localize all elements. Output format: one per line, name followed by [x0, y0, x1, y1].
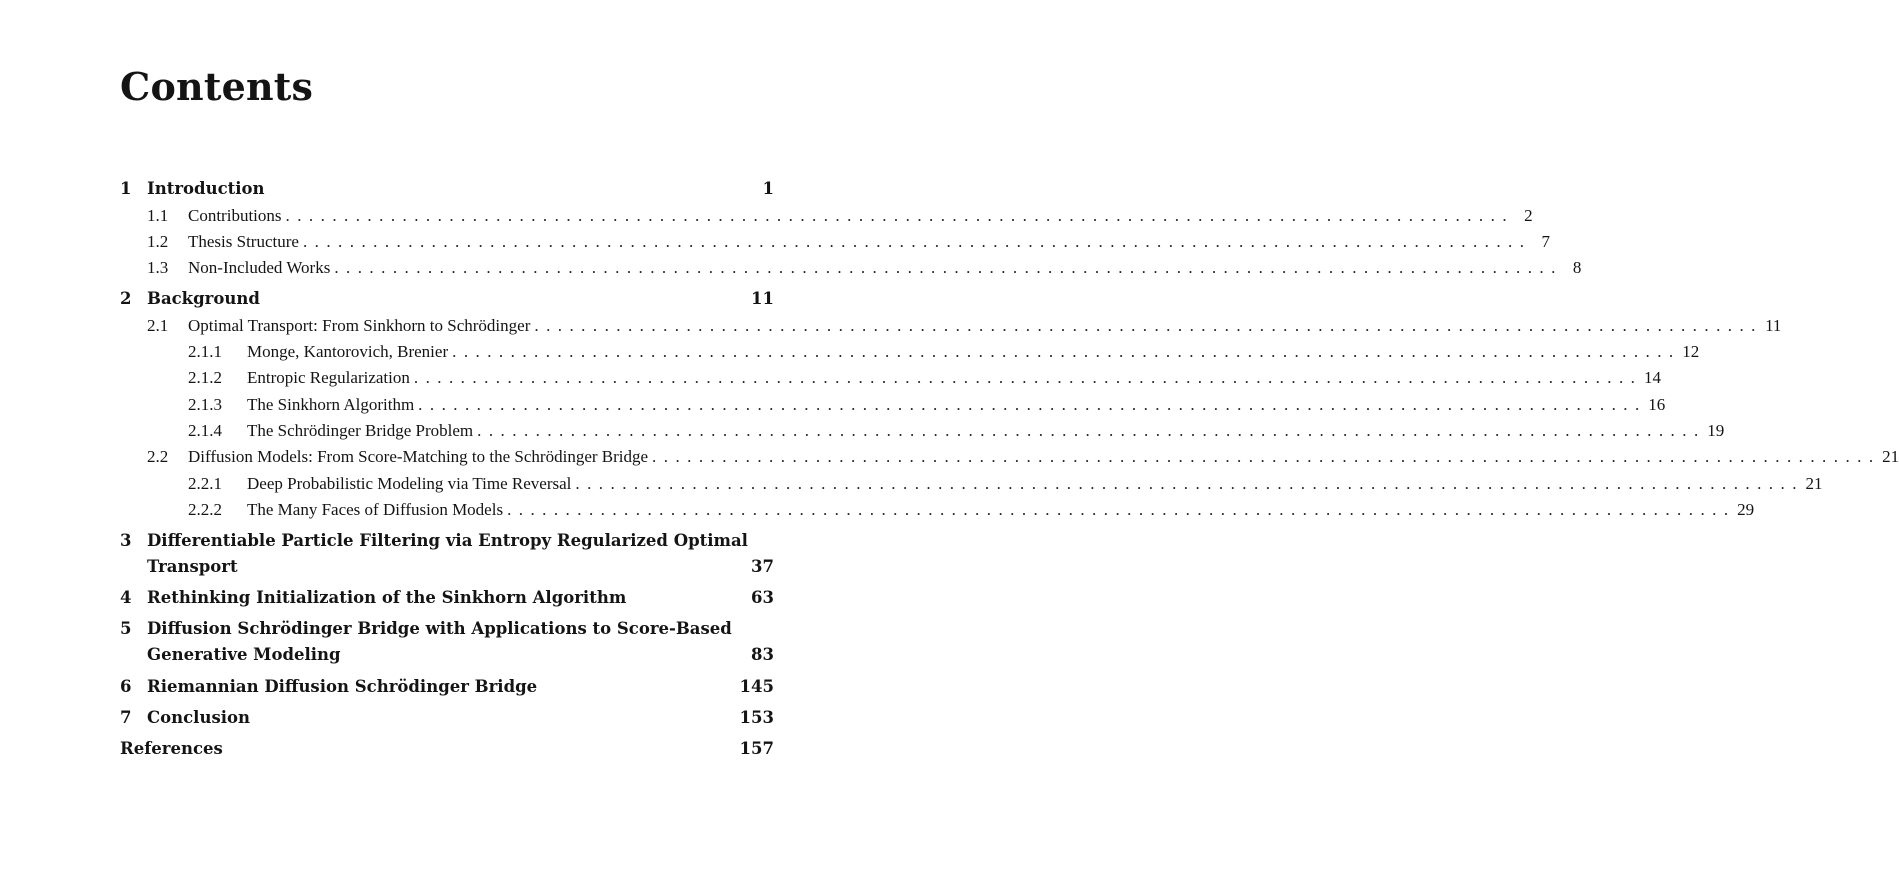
toc-chapter-5[interactable] — [120, 619, 774, 665]
toc-page: 21 — [1805, 474, 1823, 493]
toc-page: 37 — [751, 557, 774, 576]
toc-page: 12 — [1682, 342, 1700, 361]
toc-section-1-1[interactable] — [120, 206, 1533, 226]
toc-page: 29 — [1737, 500, 1755, 519]
toc-title: Introduction — [147, 179, 265, 198]
contents-heading: Contents — [120, 64, 314, 109]
toc-title: Rethinking Initialization of the Sinkhorn Algorithm — [147, 588, 627, 607]
toc-page: 157 — [739, 739, 774, 758]
toc-number: 1 — [120, 179, 132, 198]
toc-title: Deep Probabilistic Modeling via Time Reversal — [247, 474, 572, 493]
toc-number: 6 — [120, 677, 132, 696]
toc-number: 3 — [120, 531, 132, 550]
toc-page: 63 — [751, 588, 774, 607]
toc-title: Monge, Kantorovich, Brenier — [247, 342, 449, 361]
toc-number: 2.2.2 — [188, 500, 222, 519]
toc-title-line-1: Differentiable Particle Filtering via Entropy Regularized Optimal — [147, 531, 748, 550]
dot-leader — [507, 500, 1728, 520]
toc-chapter-2[interactable] — [120, 289, 774, 309]
dot-leader — [414, 368, 1635, 388]
toc-page: 21 — [1882, 447, 1899, 466]
toc-title: Optimal Transport: From Sinkhorn to Schrödinger — [188, 316, 531, 335]
toc-section-1-2[interactable] — [120, 232, 1551, 252]
toc-title: Conclusion — [147, 708, 251, 727]
dot-leader — [303, 232, 1524, 252]
toc-number: 7 — [120, 708, 132, 727]
toc-page: 14 — [1643, 368, 1661, 387]
toc-page: 7 — [1541, 232, 1551, 251]
toc-chapter-6[interactable] — [120, 677, 774, 697]
toc-page: 1 — [762, 179, 774, 198]
toc-title: Contributions — [188, 206, 282, 225]
toc-subsection-2-1-4[interactable] — [120, 421, 1725, 441]
toc-number: 2.1.3 — [188, 395, 222, 414]
toc-number: 2.2.1 — [188, 474, 222, 493]
dot-leader — [286, 206, 1507, 226]
toc-subsection-2-2-2[interactable] — [120, 500, 1755, 520]
toc-subsection-2-1-3[interactable] — [120, 395, 1666, 415]
toc-chapter-3[interactable] — [120, 531, 774, 577]
toc-references[interactable] — [120, 739, 774, 759]
dot-leader — [418, 395, 1639, 415]
toc-title-line-1: Diffusion Schrödinger Bridge with Applications to Score-Based — [147, 619, 732, 638]
toc-number: 5 — [120, 619, 132, 638]
toc-subsection-2-2-1[interactable] — [120, 474, 1823, 494]
toc-title: References — [120, 739, 223, 758]
toc-chapter-7[interactable] — [120, 708, 774, 728]
toc-title: Diffusion Models: From Score-Matching to the Schrödinger Bridge — [188, 447, 649, 466]
toc-page: 11 — [1765, 316, 1782, 335]
toc-title-line-2: Transport — [147, 557, 238, 576]
toc-page: 2 — [1524, 206, 1533, 225]
dot-leader — [477, 421, 1698, 441]
toc-number: 1.3 — [147, 258, 169, 277]
toc-number: 2.1.4 — [188, 421, 222, 440]
toc-title: Non-Included Works — [188, 258, 331, 277]
toc-title: Riemannian Diffusion Schrödinger Bridge — [147, 677, 538, 696]
toc-number: 2.2 — [147, 447, 169, 466]
toc-page: 145 — [739, 677, 774, 696]
dot-leader — [652, 447, 1873, 467]
toc-number: 1.2 — [147, 232, 169, 251]
toc-section-2-2[interactable] — [120, 447, 1899, 467]
toc-number: 2.1 — [147, 316, 169, 335]
toc-title: Background — [147, 289, 260, 308]
toc-page: 16 — [1648, 395, 1666, 414]
toc-subsection-2-1-2[interactable] — [120, 368, 1661, 388]
toc-page: 83 — [751, 645, 774, 664]
toc-number: 2 — [120, 289, 132, 308]
dot-leader — [575, 474, 1796, 494]
toc-section-2-1[interactable] — [120, 316, 1782, 336]
dot-leader — [452, 342, 1673, 362]
toc-title-line-2: Generative Modeling — [147, 645, 341, 664]
dot-leader — [534, 316, 1755, 336]
toc-title: The Sinkhorn Algorithm — [247, 395, 415, 414]
toc-subsection-2-1-1[interactable] — [120, 342, 1700, 362]
toc-title: Thesis Structure — [188, 232, 299, 251]
toc-page: 8 — [1572, 258, 1582, 277]
toc-title: The Schrödinger Bridge Problem — [247, 421, 474, 440]
toc-chapter-4[interactable] — [120, 588, 774, 608]
toc-chapter-1[interactable] — [120, 179, 774, 199]
toc-page: 19 — [1707, 421, 1725, 440]
toc-section-1-3[interactable] — [120, 258, 1582, 278]
toc-number: 2.1.1 — [188, 342, 222, 361]
toc-page: 153 — [739, 708, 774, 727]
toc-number: 4 — [120, 588, 132, 607]
toc-title: The Many Faces of Diffusion Models — [247, 500, 504, 519]
toc-number: 2.1.2 — [188, 368, 222, 387]
toc-number: 1.1 — [147, 206, 169, 225]
toc-title: Entropic Regularization — [247, 368, 410, 387]
dot-leader — [334, 258, 1555, 278]
toc-page: 11 — [751, 289, 774, 308]
